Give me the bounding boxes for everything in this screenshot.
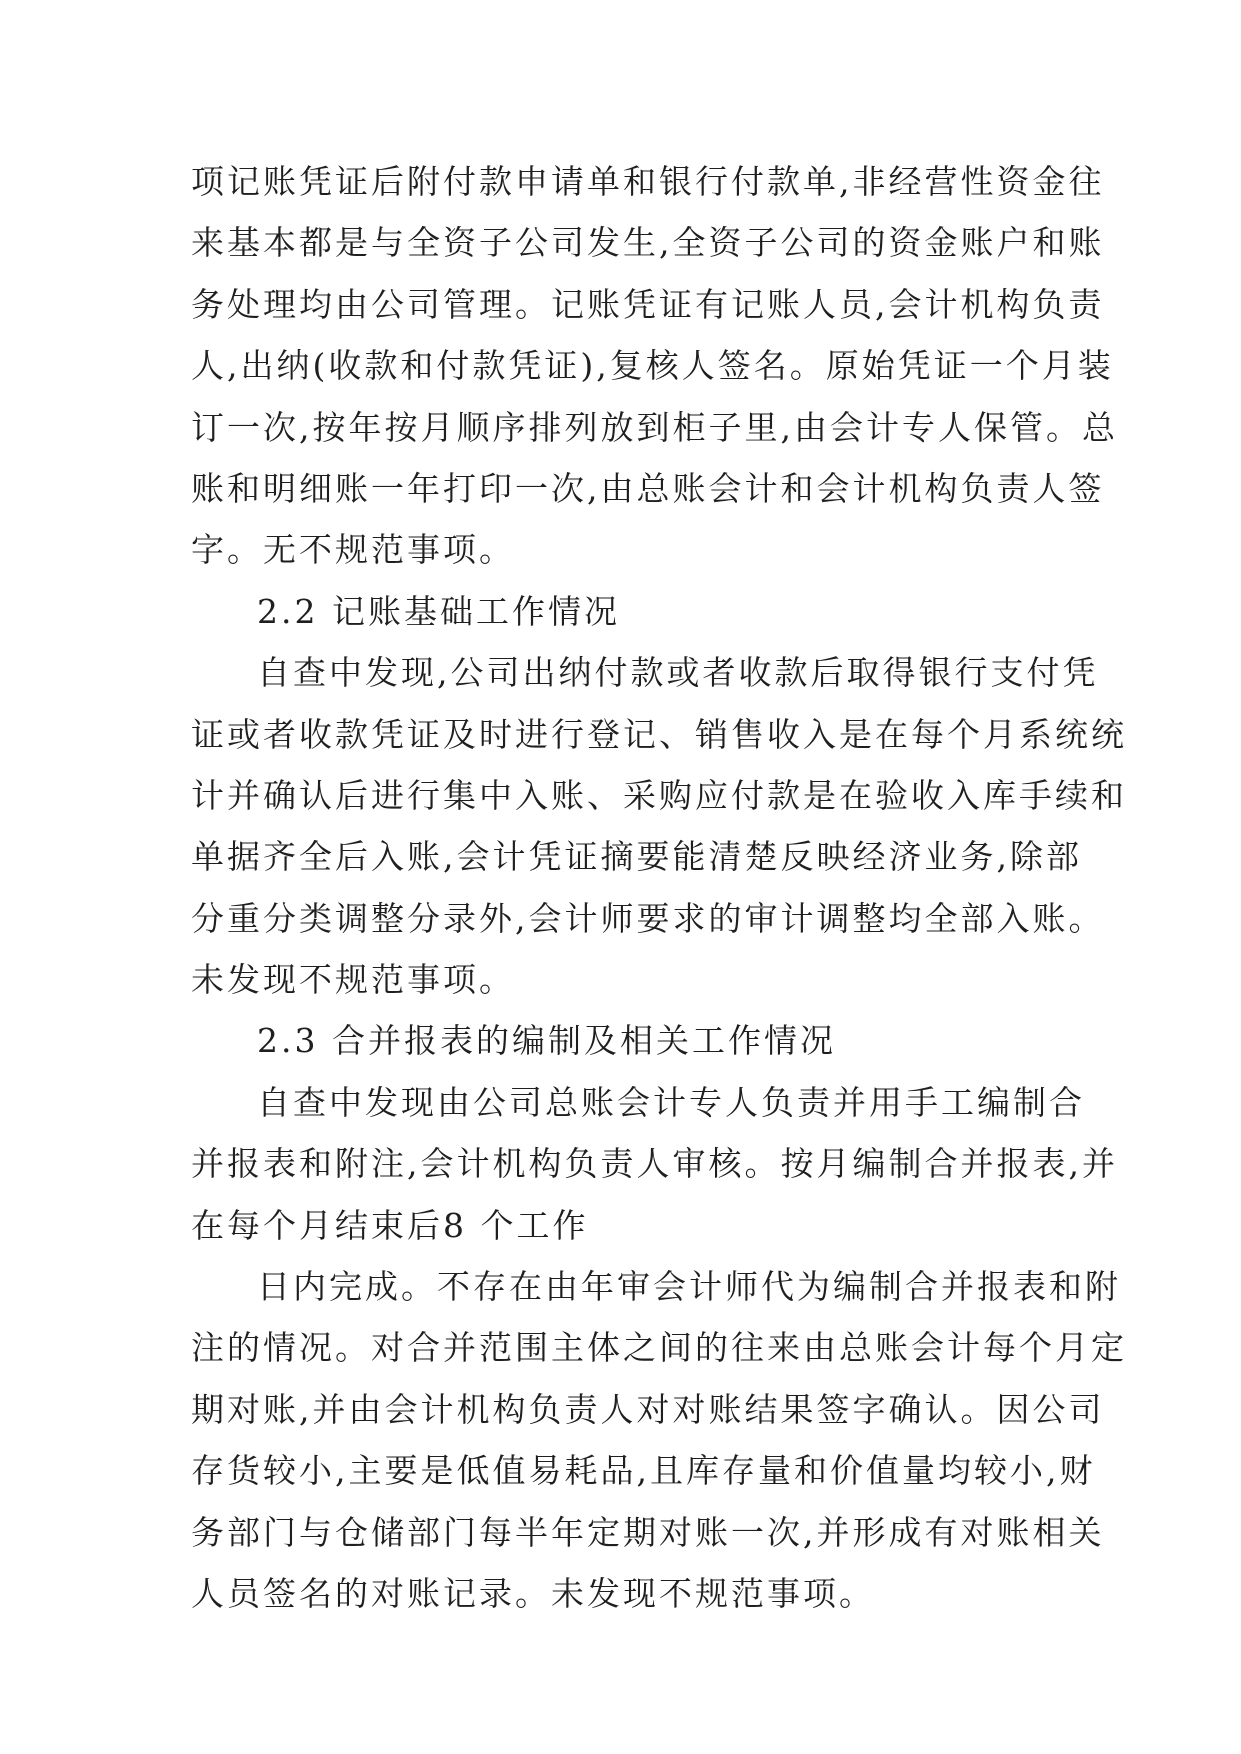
text-line: 人员签名的对账记录。未发现不规范事项。 — [191, 1573, 875, 1613]
text-line: 单据齐全后入账,会计凭证摘要能清楚反映经济业务,除部 — [191, 837, 1082, 877]
text-line: 存货较小,主要是低值易耗品,且库存量和价值量均较小,财 — [191, 1451, 1096, 1491]
text-line: 订一次,按年按月顺序排列放到柜子里,由会计专人保管。总 — [191, 407, 1118, 447]
text-line: 账和明细账一年打印一次,由总账会计和会计机构负责人签 — [191, 468, 1105, 508]
text-line: 分重分类调整分录外,会计师要求的审计调整均全部入账。 — [191, 898, 1105, 938]
text-line: 并报表和附注,会计机构负责人审核。按月编制合并报表,并 — [191, 1144, 1118, 1184]
text-line: 务部门与仓储部门每半年定期对账一次,并形成有对账相关 — [191, 1512, 1105, 1552]
text-line: 务处理均由公司管理。记账凭证有记账人员,会计机构负责 — [191, 284, 1105, 324]
text-line: 字。无不规范事项。 — [191, 530, 515, 570]
text-line: 人,出纳(收款和付款凭证),复核人签名。原始凭证一个月装 — [191, 346, 1114, 386]
section-heading-2-2: 2.2 记账基础工作情况 — [257, 591, 620, 631]
text-line: 在每个月结束后8 个工作 — [191, 1205, 589, 1245]
text-line: 注的情况。对合并范围主体之间的往来由总账会计每个月定 — [191, 1328, 1127, 1368]
text-line: 证或者收款凭证及时进行登记、销售收入是在每个月系统统 — [191, 714, 1127, 754]
text-line: 来基本都是与全资子公司发生,全资子公司的资金账户和账 — [191, 223, 1105, 263]
text-line: 期对账,并由会计机构负责人对对账结果签字确认。因公司 — [191, 1389, 1105, 1429]
text-line: 自查中发现,公司出纳付款或者收款后取得银行支付凭 — [257, 653, 1099, 693]
document-body — [191, 151, 1127, 1624]
text-line: 计并确认后进行集中入账、采购应付款是在验收入库手续和 — [191, 775, 1127, 815]
text-line: 自查中发现由公司总账会计专人负责并用手工编制合 — [257, 1082, 1085, 1122]
text-line: 项记账凭证后附付款申请单和银行付款单,非经营性资金往 — [191, 162, 1105, 201]
text-line: 日内完成。不存在由年审会计师代为编制合并报表和附 — [257, 1267, 1121, 1307]
section-heading-2-3: 2.3 合并报表的编制及相关工作情况 — [257, 1021, 836, 1061]
text-line: 未发现不规范事项。 — [191, 960, 515, 1000]
